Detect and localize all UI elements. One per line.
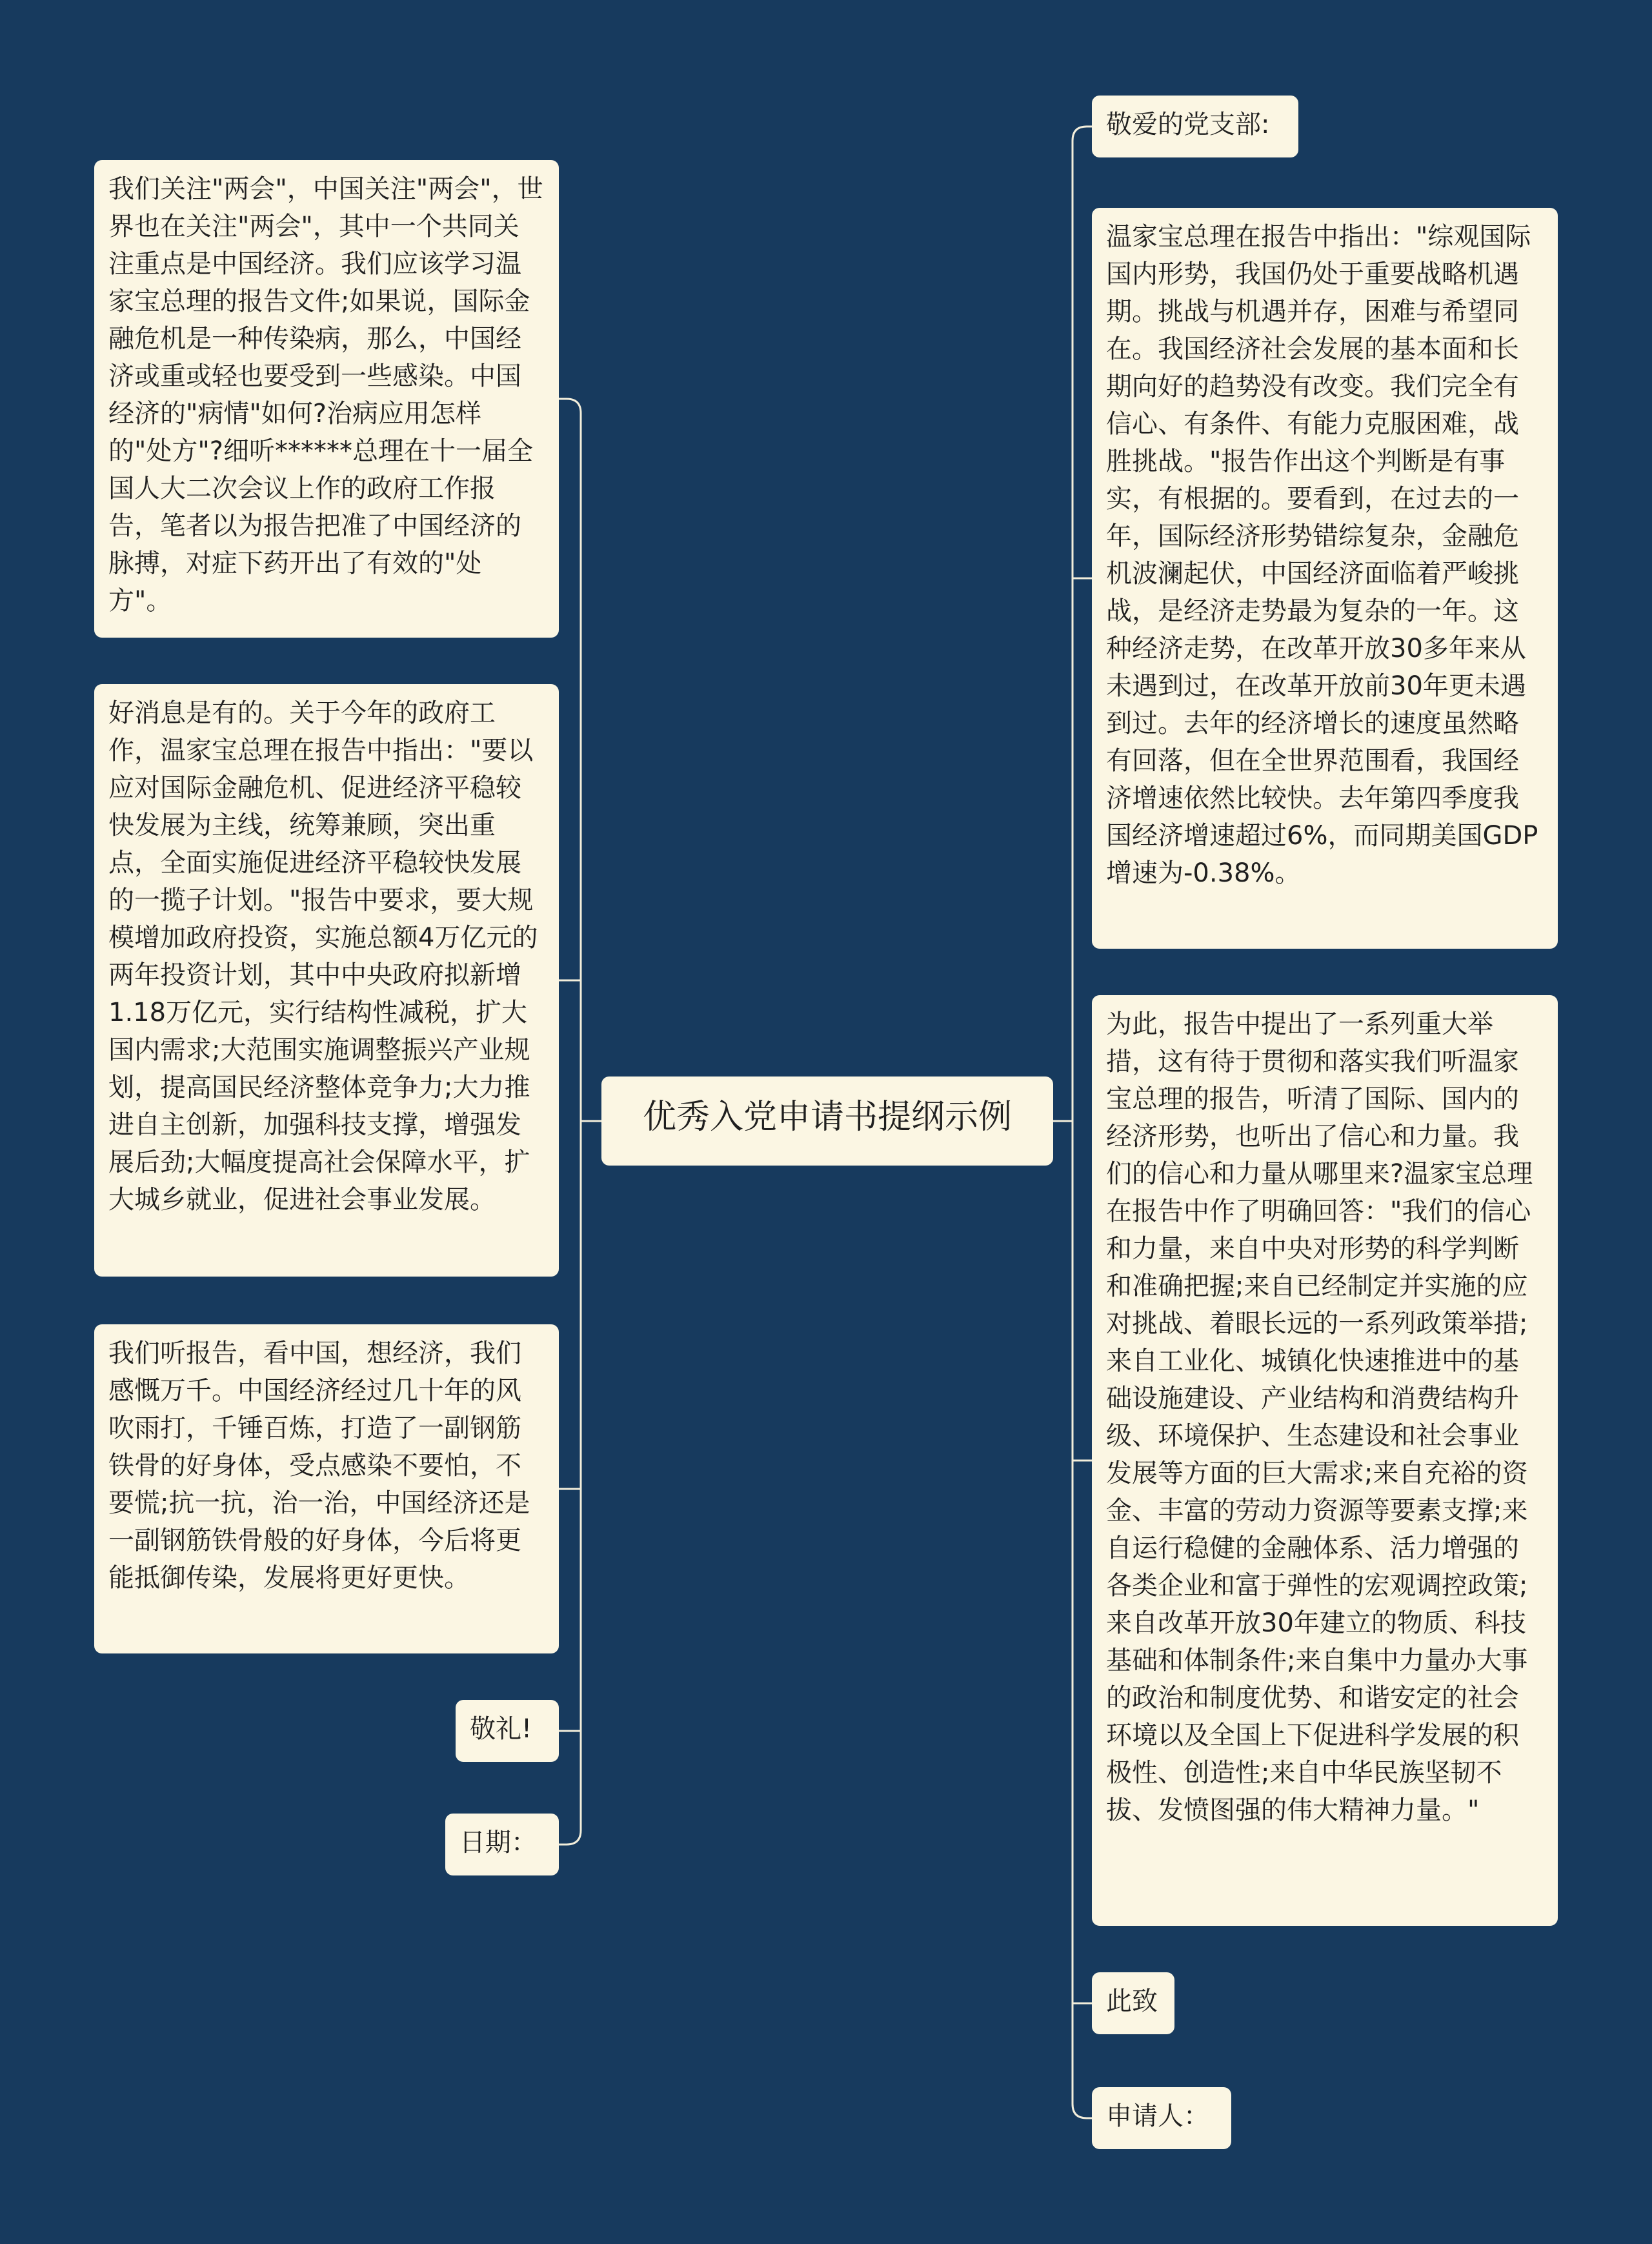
left-connector-4 — [559, 1830, 581, 1845]
left-node-good-news[interactable]: 好消息是有的。关于今年的政府工作，温家宝总理在报告中指出："要以应对国际金融危机、促进经济平稳较快发展为主线，统筹兼顾，突出重点，全面实施促进经济平稳较快发展的一揽子计划。"报告中要求，要大规模增加政府投资，实施总额4万亿元的两年投资计划，其中中央政府拟新增1.18万亿元，实行结构性减税，扩大国内需求;大范围实施调整振兴产业规划，提高国民经济整体竞争力;大力推进自主创新，加强科技支撑，增强发展后劲;大幅度提高社会保障水平，扩大城乡就业，促进社会事业发展。 — [94, 684, 559, 1277]
right-node-sincerely[interactable]: 此致 — [1092, 1972, 1174, 2034]
right-connector-4 — [1073, 2104, 1092, 2118]
right-connector-0 — [1073, 126, 1092, 141]
right-node-applicant[interactable]: 申请人： — [1092, 2087, 1231, 2149]
right-node-confidence[interactable]: 为此，报告中提出了一系列重大举措，这有待于贯彻和落实我们听温家宝总理的报告，听清了国际、国内的经济形势，也听出了信心和力量。我们的信心和力量从哪里来?温家宝总理在报告中作了明确回答："我们的信心和力量，来自中央对形势的科学判断和准确把握;来自已经制定并实施的应对挑战、着眼长远的一系列政策举措;来自工业化、城镇化快速推进中的基础设施建设、产业结构和消费结构升级、环境保护、生态建设和社会事业发展等方面的巨大需求;来自充裕的资金、丰富的劳动力资源等要素支撑;来自运行稳健的金融体系、活力增强的各类企业和富于弹性的宏观调控政策;来自改革开放30年建立的物质、科技基础和体制条件;来自集中力量办大事的政治和制度优势、和谐安定的社会环境以及全国上下促进科学发展的积极性、创造性;来自中华民族坚韧不拔、发愤图强的伟大精神力量。" — [1092, 995, 1558, 1926]
left-node-date[interactable]: 日期： — [445, 1814, 559, 1875]
left-node-salute[interactable]: 敬礼! — [456, 1700, 559, 1762]
left-node-lianghui[interactable]: 我们关注"两会"，中国关注"两会"，世界也在关注"两会"，其中一个共同关注重点是中国经济。我们应该学习温家宝总理的报告文件;如果说，国际金融危机是一种传染病，那么，中国经济或重或轻也要受到一些感染。中国经济的"病情"如何?治病应用怎样的"处方"?细听******总理在十一届全国人大二次会议上作的政府工作报告，笔者以为报告把准了中国经济的脉搏，对症下药开出了有效的"处方"。 — [94, 160, 559, 638]
left-node-listen-report[interactable]: 我们听报告，看中国，想经济，我们感慨万千。中国经济经过几十年的风吹雨打，千锤百炼，打造了一副钢筋铁骨的好身体，受点感染不要怕，不要慌;抗一抗，治一治，中国经济还是一副钢筋铁骨般的好身体，今后将更能抵御传染，发展将更好更快。 — [94, 1324, 559, 1653]
right-node-greeting[interactable]: 敬爱的党支部: — [1092, 96, 1298, 157]
left-connector-0 — [559, 399, 581, 413]
right-node-premier-report[interactable]: 温家宝总理在报告中指出："综观国际国内形势，我国仍处于重要战略机遇期。挑战与机遇并存，困难与希望同在。我国经济社会发展的基本面和长期向好的趋势没有改变。我们完全有信心、有条件、有能力克服困难，战胜挑战。"报告作出这个判断是有事实，有根据的。要看到，在过去的一年，国际经济形势错综复杂，金融危机波澜起伏，中国经济面临着严峻挑战，是经济走势最为复杂的一年。这种经济走势，在改革开放30多年来从未遇到过，在改革开放前30年更未遇到过。去年的经济增长的速度虽然略有回落，但在全世界范围看，我国经济增速依然比较快。去年第四季度我国经济增速超过6%，而同期美国GDP增速为-0.38%。 — [1092, 208, 1558, 949]
center-topic[interactable]: 优秀入党申请书提纲示例 — [601, 1077, 1053, 1166]
